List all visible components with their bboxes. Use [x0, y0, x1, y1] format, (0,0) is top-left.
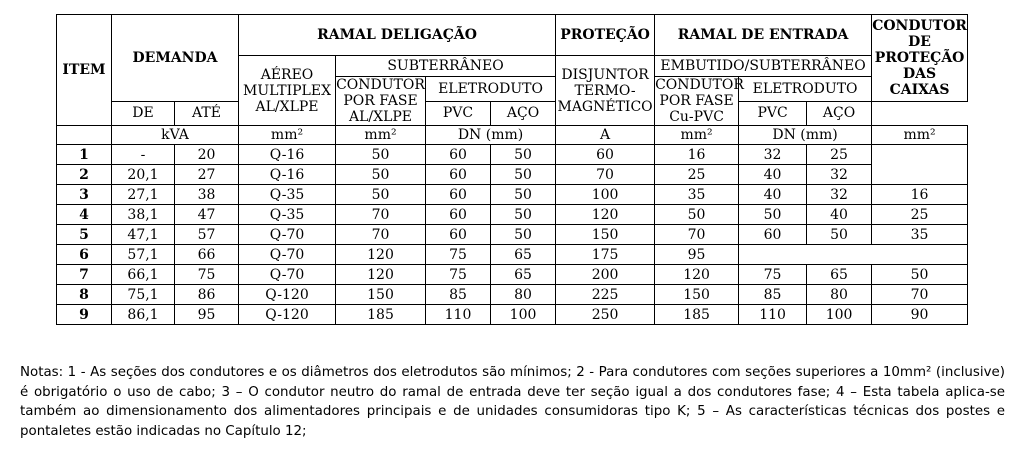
unit-dn-entrada: DN (mm): [739, 126, 872, 145]
unit-ampere: A: [556, 126, 655, 145]
cell-condutor: 120: [336, 245, 426, 265]
cell-ate: 75: [175, 265, 239, 285]
unit-kva: kVA: [112, 126, 239, 145]
cell-item: 2: [57, 165, 112, 185]
cell-aco: 65: [491, 245, 556, 265]
cell-disjuntor: 150: [556, 225, 655, 245]
cell-condutor: 50: [336, 145, 426, 165]
table-row: [57, 305, 968, 325]
cell-aco-entrada: 32: [807, 165, 872, 185]
cell-aco-entrada: 80: [807, 285, 872, 305]
cell-de: 57,1: [112, 245, 175, 265]
table-row: [57, 165, 968, 185]
table-notes: Notas: 1 - As seções dos condutores e os diâmetros dos eletrodutos são mínimos; 2 - Para condutores com seções superiores a 10mm² (inclusive) é obrigatório o uso de cabo; 3 – O condutor neutro do ramal de entrada deve ter seção igual a dos condutores fase; 4 – Esta tabela aplica-se também ao dimensionamento dos alimentadores principais e de unidades consumidoras tipo K; 5 – As características técnicas dos postes e pontaletes estão indicadas no Capítulo 12;: [20, 365, 1005, 439]
cell-de: 20,1: [112, 165, 175, 185]
cell-item: 1: [57, 145, 112, 165]
cell-aco: 50: [491, 145, 556, 165]
cell-cu-pvc: 35: [655, 185, 739, 205]
cell-pvc-entrada: 85: [739, 285, 807, 305]
table-row: [57, 265, 968, 285]
cell-aereo: Q-70: [239, 265, 336, 285]
cell-cu-pvc: 185: [655, 305, 739, 325]
header-demanda: DEMANDA: [112, 15, 239, 102]
cell-cu-pvc: 16: [655, 145, 739, 165]
cell-protecao: 70: [872, 285, 968, 305]
cell-cu-pvc: 50: [655, 205, 739, 225]
cell-item: 5: [57, 225, 112, 245]
cell-de: 75,1: [112, 285, 175, 305]
cell-de: 86,1: [112, 305, 175, 325]
cell-de: 47,1: [112, 225, 175, 245]
cell-aco: 50: [491, 225, 556, 245]
cell-de: -: [112, 145, 175, 165]
cell-ate: 47: [175, 205, 239, 225]
header-condutor-protecao: CONDUTOR DE PROTEÇÃO DAS CAIXAS: [872, 15, 968, 102]
cell-condutor: 50: [336, 185, 426, 205]
unit-dn-ligacao: DN (mm): [426, 126, 556, 145]
cell-aereo: Q-120: [239, 305, 336, 325]
cell-item: 7: [57, 265, 112, 285]
header-condutor-fase-ligacao: [336, 77, 426, 126]
header-eletroduto-entrada: ELETRODUTO: [739, 77, 872, 102]
cell-aco: 50: [491, 165, 556, 185]
header-aereo-multiplex: AÉREO MULTIPLEX AL/XLPE: [239, 56, 336, 126]
cell-pvc-entrada: 50: [739, 205, 807, 225]
header-de: DE: [112, 101, 175, 126]
cell-aco: 65: [491, 265, 556, 285]
condutor-fase-ligacao-label: CONDUTOR POR FASE: [336, 77, 425, 109]
cell-aereo: Q-70: [239, 245, 336, 265]
cell-aereo: Q-120: [239, 285, 336, 305]
cell-protecao: 90: [872, 305, 968, 325]
table-row: [57, 145, 968, 165]
header-protecao: PROTEÇÃO: [556, 15, 655, 56]
cell-disjuntor: 250: [556, 305, 655, 325]
cell-protecao: 16: [872, 185, 968, 205]
table-row: [57, 205, 968, 225]
cell-ate: 20: [175, 145, 239, 165]
cell-disjuntor: 100: [556, 185, 655, 205]
table-row: [57, 225, 968, 245]
cell-pvc: 75: [426, 245, 491, 265]
header-pvc-ligacao: PVC: [426, 101, 491, 126]
cell-aco-entrada: 40: [807, 205, 872, 225]
cell-aereo: Q-35: [239, 185, 336, 205]
unit-cu-mm2: mm²: [655, 126, 739, 145]
cell-condutor: 185: [336, 305, 426, 325]
cell-cu-pvc: 150: [655, 285, 739, 305]
header-ramal-ligacao: RAMAL DELIGAÇÃO: [239, 15, 556, 56]
table-row: [57, 245, 968, 265]
header-item: ITEM: [57, 15, 112, 126]
table-row: [57, 285, 968, 305]
cell-item: 8: [57, 285, 112, 305]
header-eletroduto-ligacao: ELETRODUTO: [426, 77, 556, 102]
cell-pvc: 60: [426, 145, 491, 165]
cell-aereo: Q-16: [239, 165, 336, 185]
cell-pvc: 60: [426, 205, 491, 225]
cell-pvc: 75: [426, 265, 491, 285]
cell-item: 4: [57, 205, 112, 225]
cell-item: 6: [57, 245, 112, 265]
header-condutor-fase-entrada: [655, 77, 744, 126]
cell-condutor: 120: [336, 265, 426, 285]
unit-condutor-mm2: mm²: [336, 126, 426, 145]
cell-aco-entrada: 65: [807, 265, 872, 285]
header-pvc-entrada: PVC: [739, 101, 807, 126]
cell-pvc-entrada: 40: [739, 165, 807, 185]
condutor-fase-entrada-label: CONDUTOR POR FASE: [655, 77, 744, 109]
cell-pvc: 110: [426, 305, 491, 325]
cell-disjuntor: 175: [556, 245, 655, 265]
cell-de: 38,1: [112, 205, 175, 225]
cell-pvc: 85: [426, 285, 491, 305]
cell-pvc: 60: [426, 225, 491, 245]
cell-de: 66,1: [112, 265, 175, 285]
cell-cu-pvc: 120: [655, 265, 739, 285]
header-aco-ligacao: AÇO: [491, 101, 556, 126]
unit-protecao-mm2: mm²: [872, 126, 968, 145]
condutor-fase-entrada-material: Cu-PVC: [669, 109, 724, 125]
cell-protecao: 25: [872, 205, 968, 225]
unit-aereo-mm2: mm²: [239, 126, 336, 145]
cell-aereo: Q-16: [239, 145, 336, 165]
cell-protecao: 35: [872, 225, 968, 245]
cell-aereo: Q-35: [239, 205, 336, 225]
cell-protecao: 50: [872, 265, 968, 285]
cell-aco-entrada: 25: [807, 145, 872, 165]
cell-item: 9: [57, 305, 112, 325]
cell-aco-entrada: 32: [807, 185, 872, 205]
cell-item: 3: [57, 185, 112, 205]
cell-aco-entrada: 50: [807, 225, 872, 245]
cell-aco: 50: [491, 185, 556, 205]
header-subterraneo: SUBTERRÂNEO: [336, 56, 556, 77]
cell-condutor: 70: [336, 225, 426, 245]
cell-aereo: Q-70: [239, 225, 336, 245]
cell-aco: 80: [491, 285, 556, 305]
cell-condutor: 70: [336, 205, 426, 225]
cell-ate: 66: [175, 245, 239, 265]
cell-cu-pvc: 25: [655, 165, 739, 185]
cell-pvc: 60: [426, 185, 491, 205]
cell-ate: 95: [175, 305, 239, 325]
cell-cu-pvc: 95: [655, 245, 739, 265]
header-disjuntor: DISJUNTOR TERMO-MAGNÉTICO: [556, 56, 655, 126]
cell-aco: 50: [491, 205, 556, 225]
header-embutido-subterraneo: EMBUTIDO/SUBTERRÂNEO: [655, 56, 872, 77]
table-row: [57, 185, 968, 205]
header-ate: ATÉ: [175, 101, 239, 126]
cell-aco-entrada: 100: [807, 305, 872, 325]
cell-cu-pvc: 70: [655, 225, 739, 245]
header-aco-entrada: AÇO: [807, 101, 872, 126]
cell-condutor: 150: [336, 285, 426, 305]
cell-disjuntor: 200: [556, 265, 655, 285]
cell-pvc: 60: [426, 165, 491, 185]
condutor-fase-ligacao-material: AL/XLPE: [349, 109, 413, 125]
unit-empty: [57, 126, 112, 145]
cell-protecao-merged: [872, 145, 968, 185]
cell-disjuntor: 120: [556, 205, 655, 225]
cell-aco: 100: [491, 305, 556, 325]
cell-disjuntor: 225: [556, 285, 655, 305]
cell-ate: 57: [175, 225, 239, 245]
cell-ate: 27: [175, 165, 239, 185]
cell-entrada-merged: [739, 245, 968, 265]
cell-pvc-entrada: 75: [739, 265, 807, 285]
cell-disjuntor: 60: [556, 145, 655, 165]
cell-pvc-entrada: 110: [739, 305, 807, 325]
header-ramal-entrada: RAMAL DE ENTRADA: [655, 15, 872, 56]
cell-pvc-entrada: 60: [739, 225, 807, 245]
cell-condutor: 50: [336, 165, 426, 185]
cell-de: 27,1: [112, 185, 175, 205]
cell-disjuntor: 70: [556, 165, 655, 185]
dimensioning-table: [56, 14, 968, 325]
cell-pvc-entrada: 32: [739, 145, 807, 165]
cell-ate: 86: [175, 285, 239, 305]
cell-pvc-entrada: 40: [739, 185, 807, 205]
cell-ate: 38: [175, 185, 239, 205]
